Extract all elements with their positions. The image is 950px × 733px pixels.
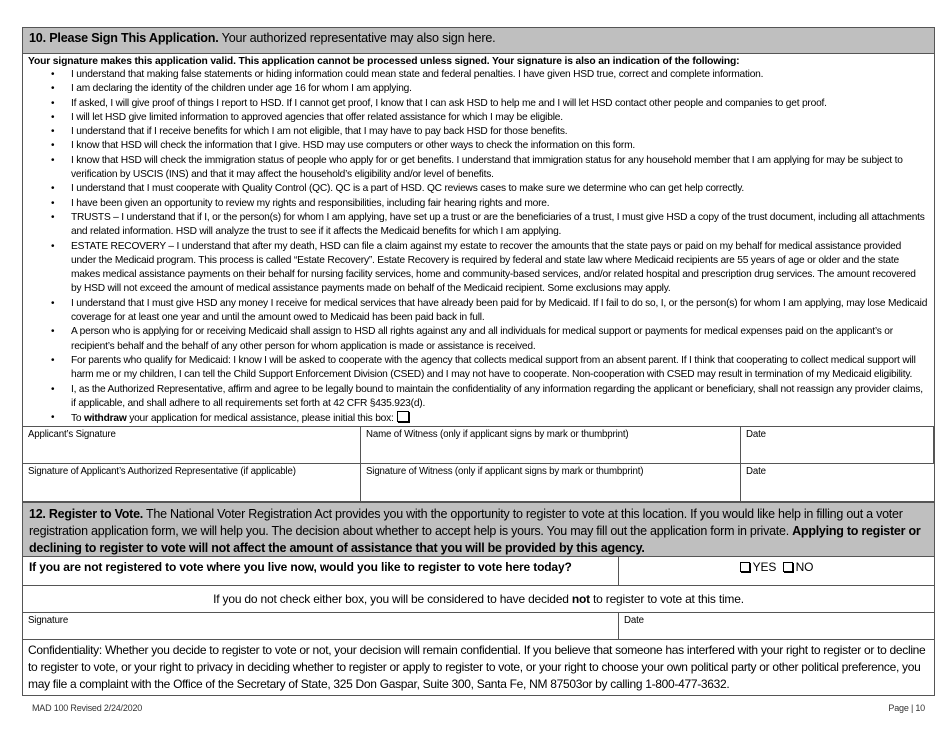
- page-number: Page | 10: [888, 703, 925, 713]
- vote-date-field[interactable]: Date: [619, 613, 934, 640]
- yes-label: YES: [752, 560, 777, 575]
- witness-signature-field[interactable]: Signature of Witness (only if applicant signs by mark or thumbprint): [361, 464, 741, 502]
- attestation-item: • I understand that I must give HSD any money I receive for medical services that have already been paid for by Medicaid. If I fail to do so, I, or the person(s) for whom I am applying, may lose Medicaid coverage for at least one year and until the amount owed to Medicaid has been paid back in full.: [71, 297, 934, 326]
- signature-grid: [23, 426, 934, 502]
- attestation-item: • I, as the Authorized Representative, affirm and agree to be legally bound to maintain the confidentiality of any information regarding the applicant or beneficiary, shall not reassign any provider claims, if applicable, and shall adhere to all requirements set forth at 42 CFR §435.923(d).: [71, 383, 934, 412]
- attestation-item: • A person who is applying for or receiving Medicaid shall assign to HSD all rights against any and all individuals for medical support or payments for medical expenses paid on the applicant’s or recipient’s behalf and the behalf of any other person for whom application is made or assistance is received.: [71, 325, 934, 354]
- no-checkbox[interactable]: [783, 562, 793, 572]
- date-field[interactable]: Date: [741, 464, 934, 502]
- section-10-subtitle: Your authorized representative may also sign here.: [218, 31, 496, 45]
- section-10-header: [23, 28, 934, 54]
- attestation-item: • I will let HSD give limited information to approved agencies that offer related assistance for which I may be eligible.: [71, 111, 934, 125]
- attestation-item: • I understand that if I receive benefits for which I am not eligible, that I may have to pay back HSD for those benefits.: [71, 125, 934, 139]
- confidentiality-notice: Confidentiality: Whether you decide to register to vote or not, your decision will remain confidential. If you believe that someone has interfered with your right to register or to decline to register to vote, or your right to privacy in deciding whether to register or apply to register to vote, or your right to choose your own political party or other political preference, you may file a complaint with the Office of the Secretary of State, 325 Don Gaspar, Suite 300, Santa Fe, NM 87503or by calling 1-800-477-3632.: [23, 640, 934, 696]
- vote-signature-field[interactable]: Signature: [23, 613, 619, 640]
- attestation-item: • I have been given an opportunity to review my rights and responsibilities, including fair hearing rights and more.: [71, 197, 934, 211]
- form-page: [22, 27, 935, 696]
- attestation-item: • ESTATE RECOVERY – I understand that after my death, HSD can file a claim against my estate to recover the amounts that the state pays or paid on my behalf for medical assistance provided under the Medicaid program. This process is called “Estate Recovery”. Estate Recovery is required by federal and state law where Medicaid recipients are 55 years of age or older and the state makes medical assistance payments on their behalf for nursing facility services, home and community-based services, and/or related hospital and prescription drug services. The amount recovered by HSD will not exceed the amount of medical assistance payments made on behalf of the Medicaid recipient. Some exclusions may apply.: [71, 240, 934, 297]
- section-10: [22, 27, 935, 696]
- witness-name-field[interactable]: Name of Witness (only if applicant signs by mark or thumbprint): [361, 427, 741, 464]
- yes-checkbox[interactable]: [740, 562, 750, 572]
- withdraw-item: • To withdraw your application for medical assistance, please initial this box:: [71, 411, 934, 426]
- section-10-title: 10. Please Sign This Application.: [29, 31, 219, 45]
- attestation-item: • I am declaring the identity of the children under age 16 for whom I am applying.: [71, 82, 934, 96]
- vote-options: [619, 557, 934, 586]
- attestation-item: • I understand that making false statements or hiding information could mean state and federal penalties. I have given HSD true, correct and complete information.: [71, 68, 934, 82]
- withdraw-initial-checkbox[interactable]: [397, 411, 409, 422]
- attestation-item: • I know that HSD will check the information that I give. HSD may use computers or other ways to check the information on this form.: [71, 139, 934, 153]
- form-id: MAD 100 Revised 2/24/2020: [32, 703, 143, 713]
- vote-notice: If you do not check either box, you will be considered to have decided not to register to vote at this time.: [23, 586, 934, 613]
- attestation-item: • I understand that I must cooperate with Quality Control (QC). QC is a part of HSD. QC reviews cases to make sure we determine who can get help correctly.: [71, 182, 934, 196]
- section-12-title: 12. Register to Vote.: [29, 507, 143, 522]
- no-label: NO: [795, 560, 814, 575]
- attestation-item: • For parents who qualify for Medicaid: I know I will be asked to cooperate with the agency that collects medical support from an absent parent. If I think that cooperating to collect medical support will harm me or my children, I can tell the Child Support Enforcement Division (CSED) and I may not have to cooperate. Non-cooperation with CSED may result in termination of my Medicaid eligibility.: [71, 354, 934, 383]
- vote-signature-row: [23, 613, 934, 640]
- section-10-intro: Your signature makes this application valid. This application cannot be processed unless signed. Your signature is also an indication of the following:: [28, 56, 740, 67]
- vote-question: If you are not registered to vote where you live now, would you like to register to vote here today?: [23, 557, 619, 586]
- attestation-item: • TRUSTS – I understand that if I, or the person(s) for whom I am applying, have set up a trust or are the beneficiaries of a trust, I must give HSD a copy of the trust document, including all attachments and related information. HSD will analyze the trust to see if it affects the Medicaid benefits for which I am applying.: [71, 211, 934, 240]
- date-field[interactable]: Date: [741, 427, 934, 464]
- attestation-item: • I know that HSD will check the immigration status of people who apply for or get benefits. I understand that immigration status for any household member that I am applying for may be subject to verification by USCIS (INS) and that it may affect the household’s eligibility and/or level of benefits.: [71, 154, 934, 183]
- representative-signature-field[interactable]: Signature of Applicant’s Authorized Representative (if applicable): [23, 464, 361, 502]
- applicant-signature-field[interactable]: Applicant’s Signature: [23, 427, 361, 464]
- attestation-item: • If asked, I will give proof of things I report to HSD. If I cannot get proof, I know that I can ask HSD to help me and I will let HSD contact other people and companies to get proof.: [71, 97, 934, 111]
- attestation-list: [23, 68, 934, 426]
- vote-question-row: [23, 557, 934, 586]
- section-12-header: 12. Register to Vote. The National Voter Registration Act provides you with the opportunity to register to vote at this location. If you would like help in filling out a voter registration application form, we will help you. The decision about whether to accept help is yours. You may fill out the application form in private. Applying to register or declining to register to vote will not affect the amount of assistance that you will be provided by this agency.: [23, 502, 934, 557]
